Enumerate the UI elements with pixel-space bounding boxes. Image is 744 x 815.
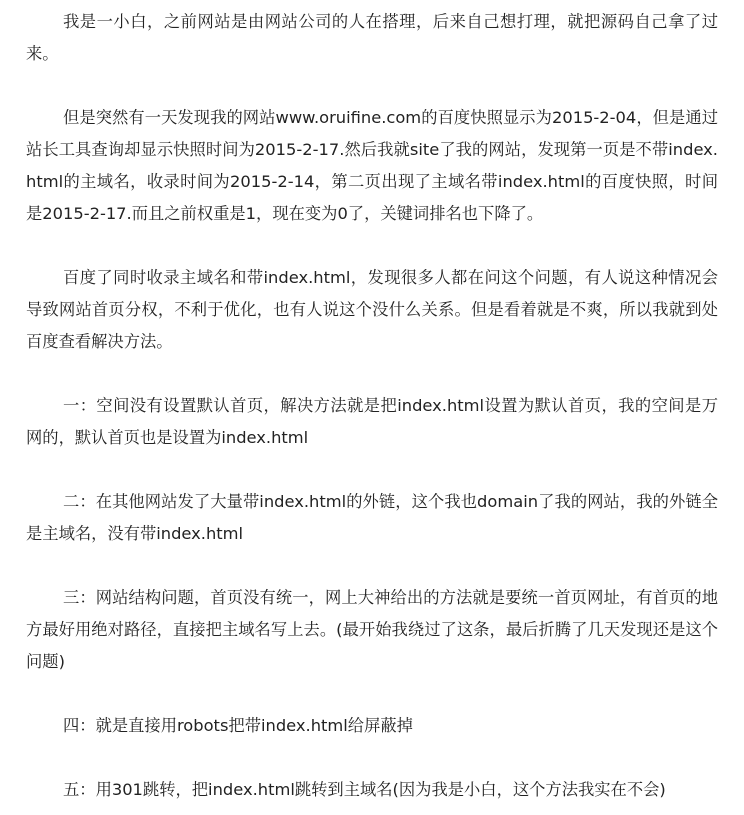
paragraph-snapshot-issue: 但是突然有一天发现我的网站www.oruifine.com的百度快照显示为2015-2-04，但是通过站长工具查询却显示快照时间为2015-2-17.然后我就site了我的网站，发现第一页是不带index.html的主域名，收录时间为2015-2-14，第二页出现了主域名带index.html的百度快照，时间是2015-2-17.而且之前权重是1，现在变为0了，关键词排名也下降了。 xyxy=(26,108,718,223)
paragraph-solution-5: 五：用301跳转，把index.html跳转到主域名(因为我是小白，这个方法我实在不会) xyxy=(63,780,666,799)
paragraph-solution-3: 三：网站结构问题，首页没有统一，网上大神给出的方法就是要统一首页网址，有首页的地方最好用绝对路径，直接把主域名写上去。(最开始我绕过了这条，最后折腾了几天发现还是这个问题) xyxy=(26,588,718,671)
paragraph-duplicate-index: 百度了同时收录主域名和带index.html，发现很多人都在问这个问题，有人说这种情况会导致网站首页分权，不利于优化，也有人说这个没什么关系。但是看着就是不爽，所以我就到处百度查看解决方法。 xyxy=(26,268,718,351)
paragraph-solution-2: 二：在其他网站发了大量带index.html的外链，这个我也domain了我的网站，我的外链全是主域名，没有带index.html xyxy=(26,492,718,543)
paragraph-solution-1: 一：空间没有设置默认首页，解决方法就是把index.html设置为默认首页，我的空间是万网的，默认首页也是设置为index.html xyxy=(26,396,718,447)
paragraph-intro: 我是一小白，之前网站是由网站公司的人在搭理，后来自己想打理，就把源码自己拿了过来。 xyxy=(26,12,718,63)
paragraph-solution-4: 四：就是直接用robots把带index.html给屏蔽掉 xyxy=(63,716,413,735)
